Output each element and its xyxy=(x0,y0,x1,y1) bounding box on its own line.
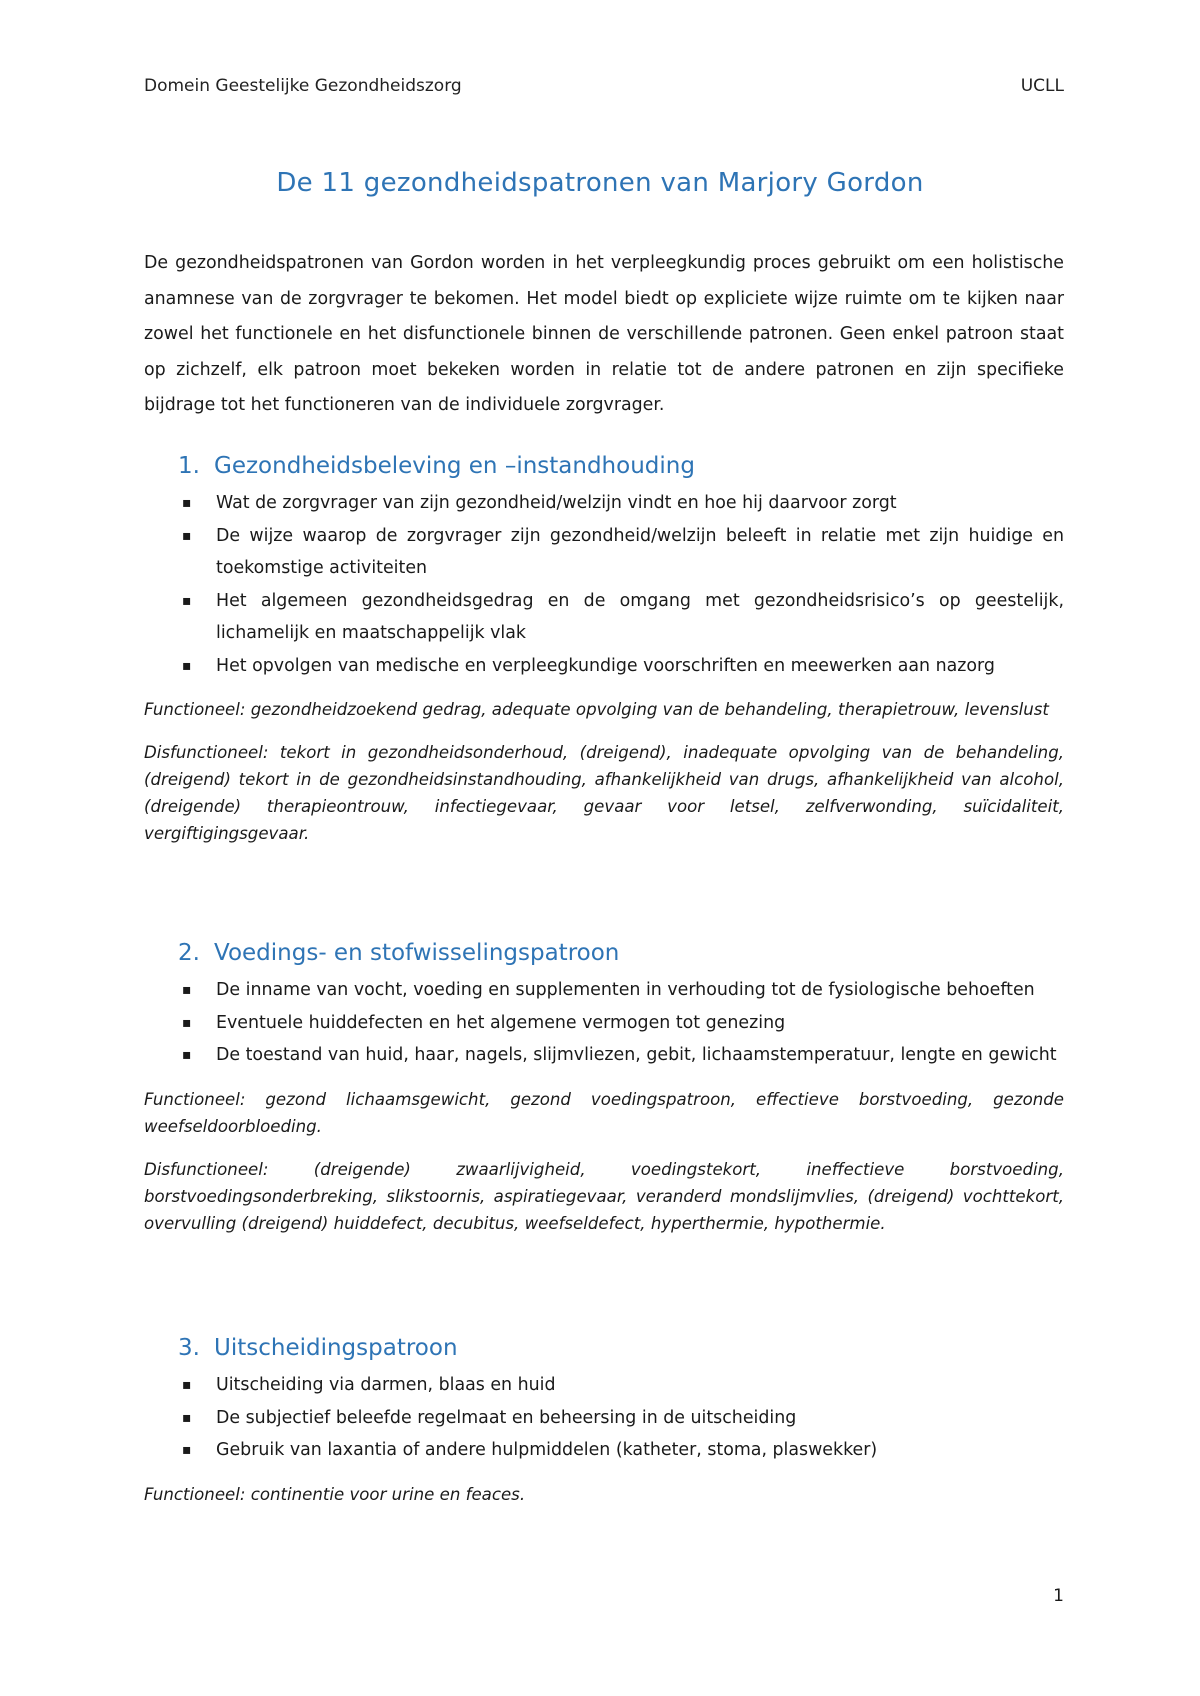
section-3 xyxy=(144,1331,1064,1508)
section-1 xyxy=(144,449,1064,847)
page-header xyxy=(144,76,1064,96)
functional-note: Functioneel: gezondheidzoekend gedrag, adequate opvolging van de behandeling, therapietrouw, levenslust xyxy=(144,700,1049,719)
list-item: ▪ Uitscheiding via darmen, blaas en huid xyxy=(144,1369,1064,1402)
functional-note: Functioneel: gezond lichaamsgewicht, gezond voedingspatroon, effectieve borstvoeding, gezonde weefseldoorbloeding. xyxy=(144,1089,1064,1136)
section-number: 2. xyxy=(178,940,200,966)
header-right: UCLL xyxy=(1020,76,1064,96)
list-item: ▪ De wijze waarop de zorgvrager zijn gezondheid/welzijn beleeft in relatie met zijn huidige en toekomstige activiteiten xyxy=(144,520,1064,585)
bullet-list xyxy=(144,974,1064,1072)
list-item: ▪ Wat de zorgvrager van zijn gezondheid/welzijn vindt en hoe hij daarvoor zorgt xyxy=(144,487,1064,520)
section-title: Gezondheidsbeleving en –instandhouding xyxy=(214,453,695,479)
bullet-list xyxy=(144,487,1064,682)
section-heading xyxy=(178,449,1064,483)
section-title: Voedings- en stofwisselingspatroon xyxy=(214,940,620,966)
functional-note: Functioneel: continentie voor urine en feaces. xyxy=(144,1484,526,1504)
list-item: ▪ De subjectief beleefde regelmaat en beheersing in de uitscheiding xyxy=(144,1402,1064,1435)
list-item: ▪ Het opvolgen van medische en verpleegkundige voorschriften en meewerken aan nazorg xyxy=(144,650,1064,683)
bullet-list xyxy=(144,1369,1064,1467)
section-number: 3. xyxy=(178,1335,200,1361)
section-heading xyxy=(178,936,1064,970)
section-number: 1. xyxy=(178,453,200,479)
list-item: ▪ Eventuele huiddefecten en het algemene vermogen tot genezing xyxy=(144,1007,1064,1040)
list-item: ▪ Gebruik van laxantia of andere hulpmiddelen (katheter, stoma, plaswekker) xyxy=(144,1434,1064,1467)
list-item: ▪ De inname van vocht, voeding en supplementen in verhouding tot de fysiologische behoeften xyxy=(144,974,1064,1007)
page-number: 1 xyxy=(1053,1586,1064,1606)
list-item: ▪ De toestand van huid, haar, nagels, slijmvliezen, gebit, lichaamstemperatuur, lengte en gewicht xyxy=(144,1039,1064,1072)
document-title: De 11 gezondheidspatronen van Marjory Gordon xyxy=(276,168,924,198)
dysfunctional-note: Disfunctioneel: (dreigende) zwaarlijvigheid, voedingstekort, ineffectieve borstvoeding, borstvoedingsonderbreking, slikstoornis, aspiratiegevaar, veranderd mondslijmvlies, (dreigend) vochttekort, overvulling (dreigend) huiddefect, decubitus, weefseldefect, hyperthermie, hypothermie. xyxy=(144,1159,1064,1233)
section-heading xyxy=(178,1331,1064,1365)
section-2 xyxy=(144,936,1064,1237)
intro-paragraph: De gezondheidspatronen van Gordon worden in het verpleegkundig proces gebruikt om een holistische anamnese van de zorgvrager te bekomen. Het model biedt op expliciete wijze ruimte om te kijken naar zowel het functionele en het disfunctionele binnen de verschillende patronen. Geen enkel patroon staat op zichzelf, elk patroon moet bekeken worden in relatie tot de andere patronen en zijn specifieke bijdrage tot het functioneren van de individuele zorgvrager. xyxy=(144,253,1064,415)
header-left: Domein Geestelijke Gezondheidszorg xyxy=(144,76,462,96)
list-item: ▪ Het algemeen gezondheidsgedrag en de omgang met gezondheidsrisico’s op geestelijk, lichamelijk en maatschappelijk vlak xyxy=(144,585,1064,650)
dysfunctional-note: Disfunctioneel: tekort in gezondheidsonderhoud, (dreigend), inadequate opvolging van de behandeling, (dreigend) tekort in de gezondheidsinstandhouding, afhankelijkheid van drugs, afhankelijkheid van alcohol, (dreigende) therapieontrouw, infectiegevaar, gevaar voor letsel, zelfverwonding, suïcidaliteit, vergiftigingsgevaar. xyxy=(144,743,1064,843)
section-title: Uitscheidingspatroon xyxy=(214,1335,458,1361)
